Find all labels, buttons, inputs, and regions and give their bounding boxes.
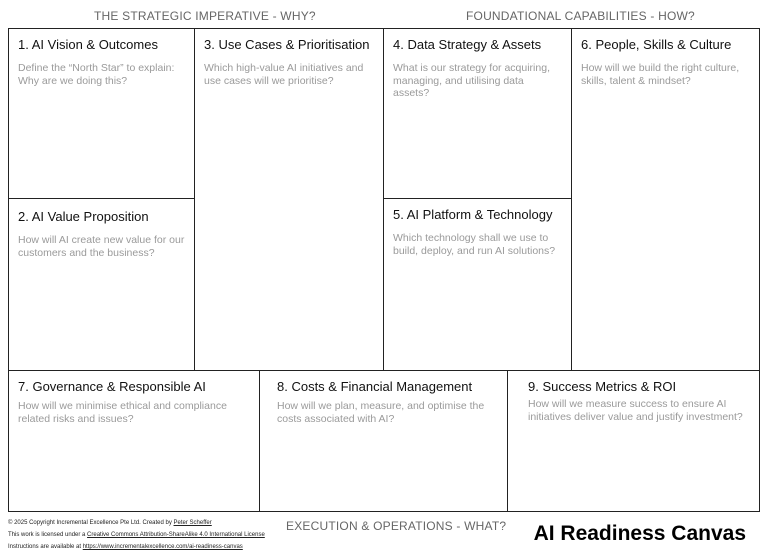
box-prompt: How will AI create new value for our customers and the business?	[18, 234, 185, 259]
box-title: 2. AI Value Proposition	[18, 209, 149, 224]
box-prompt: Which high-value AI initiatives and use cases will we prioritise?	[204, 62, 364, 87]
box-prompt: How will we build the right culture, skills, talent & mindset?	[581, 62, 740, 87]
section-label-how: FOUNDATIONAL CAPABILITIES - HOW?	[466, 9, 695, 23]
section-label-why: THE STRATEGIC IMPERATIVE - WHY?	[94, 9, 316, 23]
instructions-link[interactable]: https://www.incrementalexcellence.com/ai-readiness-canvas	[82, 544, 243, 550]
box-prompt: Define the “North Star” to explain: Why are we doing this?	[18, 62, 175, 87]
box-ai-vision[interactable]	[8, 28, 195, 199]
footer-license: This work is licensed under a Creative Commons Attribution-ShareAlike 4.0 International License	[8, 532, 265, 538]
box-ai-platform[interactable]	[383, 198, 572, 371]
box-title: 4. Data Strategy & Assets	[393, 37, 542, 52]
box-value-proposition[interactable]	[8, 198, 195, 371]
box-title: 9. Success Metrics & ROI	[528, 379, 677, 394]
box-title: 5. AI Platform & Technology	[393, 207, 553, 222]
license-link[interactable]: Creative Commons Attribution-ShareAlike 4.0 International License	[87, 532, 265, 538]
footer-copyright: © 2025 Copyright Incremental Excellence Pte Ltd. Created by Peter Scheffer	[8, 520, 212, 526]
box-title: 7. Governance & Responsible AI	[18, 379, 206, 394]
box-prompt: How will we measure success to ensure AI initiatives deliver value and justify investment?	[528, 398, 743, 423]
footer-instructions: Instructions are available at https://www.incrementalexcellence.com/ai-readiness-canvas	[8, 544, 243, 550]
box-title: 6. People, Skills & Culture	[581, 37, 732, 52]
box-title: 1. AI Vision & Outcomes	[18, 37, 158, 52]
box-prompt: What is our strategy for acquiring, managing, and utilising data assets?	[393, 62, 550, 99]
box-people-skills[interactable]	[571, 28, 760, 371]
box-prompt: Which technology shall we use to build, deploy, and run AI solutions?	[393, 232, 556, 257]
box-prompt: How will we minimise ethical and compliance related risks and issues?	[18, 400, 227, 425]
box-governance[interactable]	[8, 370, 260, 512]
section-label-what: EXECUTION & OPERATIONS - WHAT?	[286, 519, 507, 533]
box-title: 8. Costs & Financial Management	[277, 379, 473, 394]
box-data-strategy[interactable]	[383, 28, 572, 199]
canvas-title: AI Readiness Canvas	[533, 522, 746, 545]
author-link[interactable]: Peter Scheffer	[173, 520, 212, 526]
box-use-cases[interactable]	[194, 28, 384, 371]
box-title: 3. Use Cases & Prioritisation	[204, 37, 370, 52]
box-success-metrics[interactable]	[507, 370, 760, 512]
box-prompt: How will we plan, measure, and optimise the costs associated with AI?	[277, 400, 485, 425]
box-costs[interactable]	[259, 370, 508, 512]
